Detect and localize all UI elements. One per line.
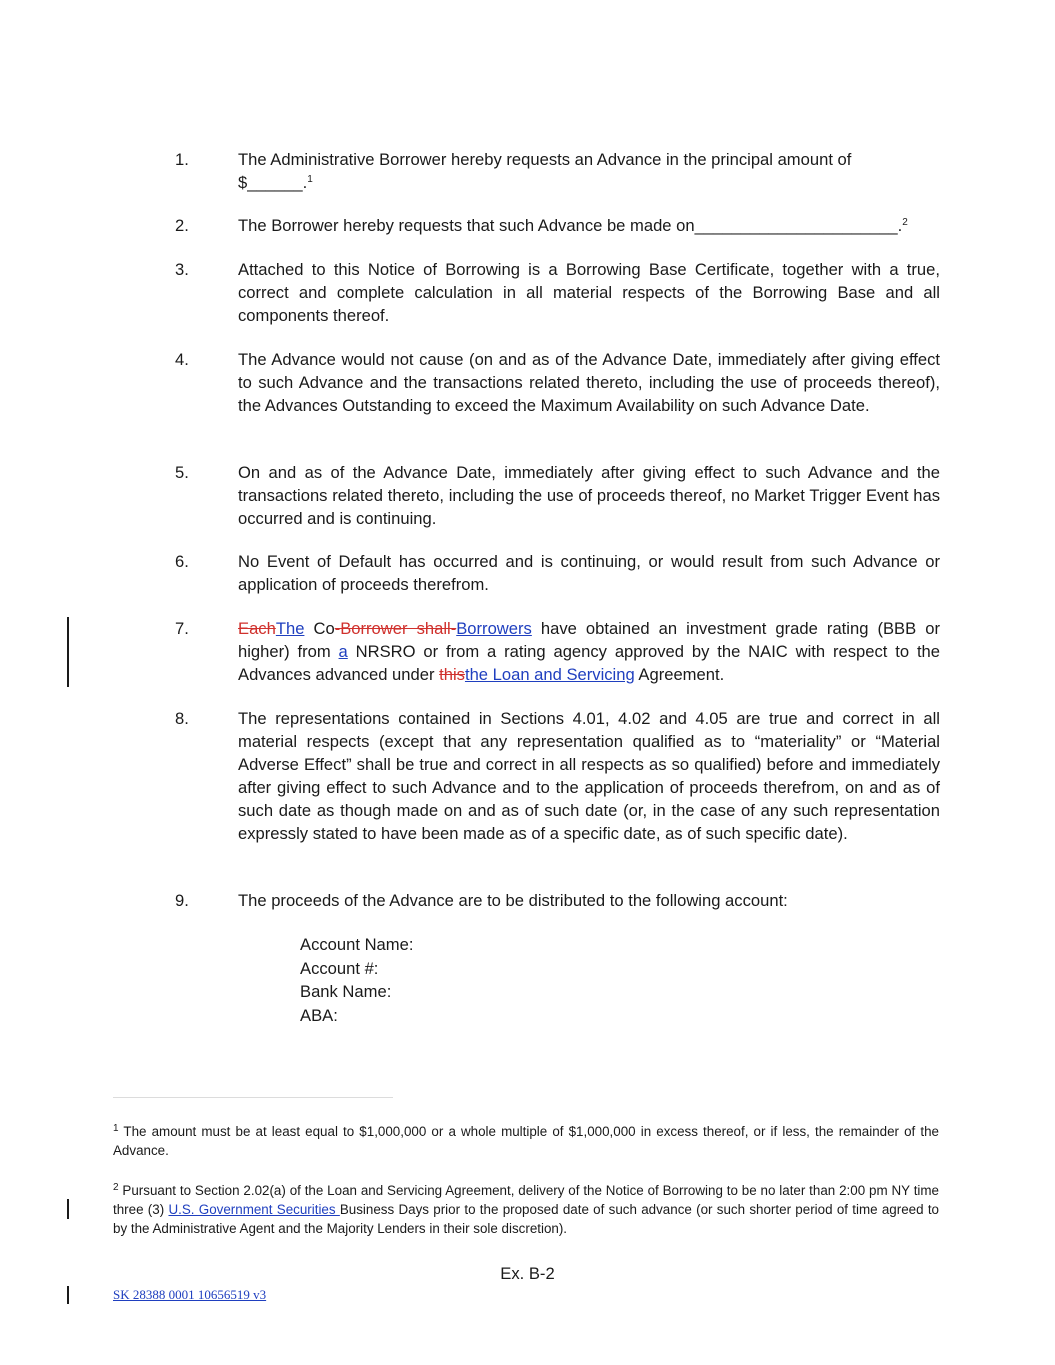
inserted-text: Borrowers <box>456 619 532 638</box>
footnote-2 <box>113 1181 939 1238</box>
item-number: 9. <box>175 891 189 910</box>
change-bar <box>67 617 69 687</box>
item-text-body: NRSRO or from a rating agency approved by the NAIC with respect to the Advances advanced under <box>238 642 941 684</box>
footnote-ref[interactable]: 2 <box>902 217 908 228</box>
deleted-text: this <box>439 665 465 684</box>
item-number: 3. <box>175 260 189 279</box>
footnote-mark: 2 <box>113 1182 119 1193</box>
item-text-body: Agreement. <box>634 665 725 684</box>
item-text-body: The Borrower hereby requests that such Advance be made on______________________. <box>238 216 903 235</box>
item-number: 7. <box>175 619 189 638</box>
change-bar <box>67 1199 69 1219</box>
item-text <box>238 148 898 194</box>
account-number-label: Account #: <box>300 958 379 978</box>
inserted-text: the Loan and Servicing <box>464 665 635 684</box>
footnote-separator <box>113 1097 393 1098</box>
item-number: 1. <box>175 150 189 169</box>
item-number: 8. <box>175 709 189 728</box>
item-text: Attached to this Notice of Borrowing is a Borrowing Base Certificate, together with a true, correct and complete calculation in all material respects of the Borrowing Base and all components thereof. <box>238 260 940 325</box>
item-text-body: Co <box>304 619 335 638</box>
list-item-6 <box>175 550 940 596</box>
footnote-text: Pursuant to Section 2.02(a) of the Loan and Servicing Agreement, delivery of the Notice of Borrowing to be no later than 2:00 pm NY time three (3) <box>113 1183 939 1217</box>
footnote-mark: 1 <box>113 1123 119 1134</box>
inserted-text: U.S. Government Securities <box>168 1202 340 1217</box>
item-text-body: The Administrative Borrower hereby requests an Advance in the principal amount of $______. <box>238 150 852 192</box>
deleted-text: Each <box>238 619 276 638</box>
item-number: 6. <box>175 552 189 571</box>
item-text: On and as of the Advance Date, immediately after giving effect to such Advance and the transactions related thereto, including the use of proceeds thereof, no Market Trigger Event has occurred and is continuing. <box>238 463 940 528</box>
item-text: The proceeds of the Advance are to be distributed to the following account: <box>238 891 788 910</box>
page-label: Ex. B-2 <box>500 1264 555 1283</box>
item-number: 4. <box>175 350 189 369</box>
list-item-9 <box>175 889 940 912</box>
item-number: 2. <box>175 216 189 235</box>
list-item-3 <box>175 258 940 327</box>
list-item-1 <box>175 148 940 194</box>
footnote-ref[interactable]: 1 <box>307 174 313 185</box>
aba-label: ABA: <box>300 1005 338 1025</box>
footnote-text: The amount must be at least equal to $1,000,000 or a whole multiple of $1,000,000 in excess thereof, or if less, the remainder of the Advance. <box>113 1124 939 1158</box>
list-item-7 <box>175 617 940 686</box>
item-text: The representations contained in Sections 4.01, 4.02 and 4.05 are true and correct in all material respects (except that any representation qualified as to “materiality” or “Material Adverse Effect” shall be true and correct in all respects as so qualified) before and immediately after giving effect to such Advance and to the application of proceeds therefrom, on and as of such date as though made on and as of such date (or, in the case of any such representation expressly stated to have been made as of a specific date, as of such specific date). <box>238 709 940 843</box>
item-text <box>238 617 940 686</box>
inserted-text: a <box>338 642 348 661</box>
item-text-body: have obtained an investment grade rating (BBB or higher) from <box>238 619 940 661</box>
list-item-2 <box>175 214 940 237</box>
item-number: 5. <box>175 463 189 482</box>
item-text: No Event of Default has occurred and is continuing, or would result from such Advance or application of proceeds therefrom. <box>238 552 940 594</box>
item-text <box>238 214 940 237</box>
list-item-8 <box>175 707 940 845</box>
account-name-label: Account Name: <box>300 935 414 954</box>
account-details <box>300 933 413 1027</box>
deleted-text: -Borrower shall- <box>334 619 457 638</box>
bank-name-label: Bank Name: <box>300 982 392 1001</box>
item-text: The Advance would not cause (on and as of the Advance Date, immediately after giving effect to such Advance and the transactions related thereto, including the use of proceeds thereof), the Advances Outstanding to exceed the Maximum Availability on such Advance Date. <box>238 350 940 415</box>
footnote-1 <box>113 1122 939 1160</box>
inserted-text: The <box>275 619 305 638</box>
document-id[interactable]: SK 28388 0001 10656519 v3 <box>113 1287 267 1302</box>
change-bar <box>67 1286 69 1304</box>
list-item-5 <box>175 461 940 530</box>
list-item-4 <box>175 348 940 417</box>
footnote-text: Business Days prior to the proposed date of such advance (or such shorter period of time agreed to by the Administrative Agent and the Majority Lenders in their sole discretion). <box>113 1202 940 1236</box>
